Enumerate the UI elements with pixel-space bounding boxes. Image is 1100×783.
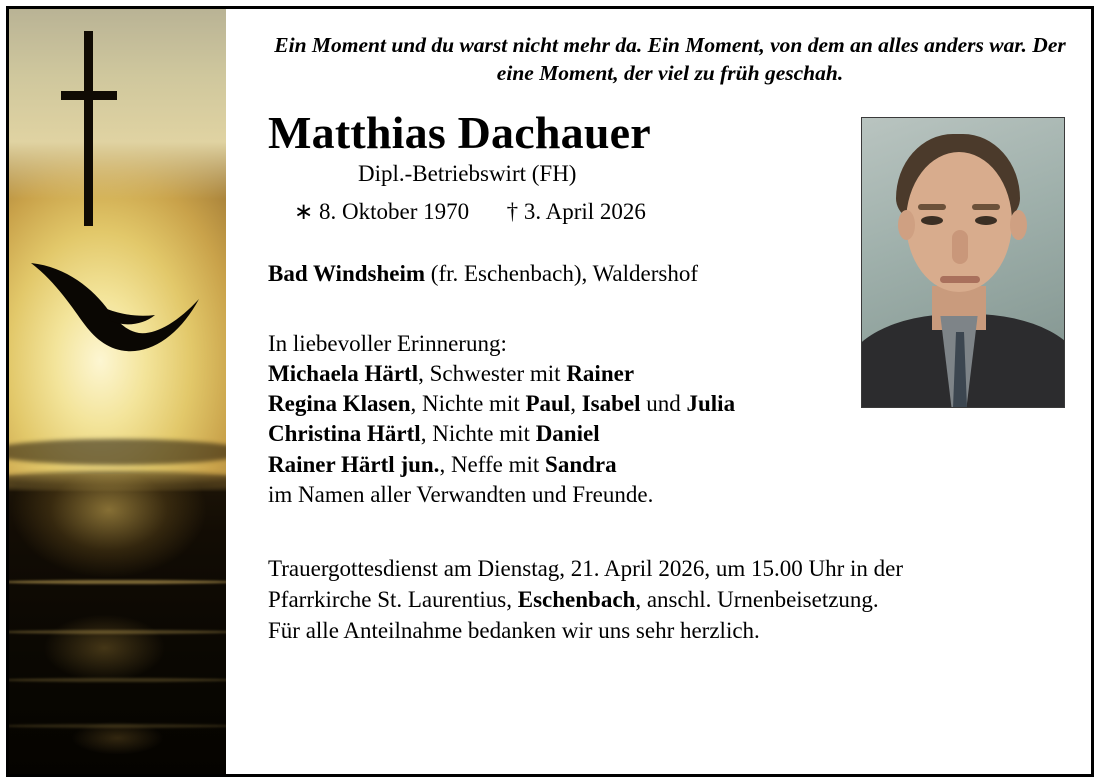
mourner-relation: , Nichte mit	[410, 391, 526, 417]
mourner-name: Regina Klasen	[268, 391, 411, 417]
portrait-photo	[861, 117, 1065, 408]
service-line-3: Für alle Anteilnahme bedanken wir uns sehr herzlich.	[268, 618, 760, 644]
wave-line	[9, 678, 226, 682]
sea-reflection	[9, 474, 226, 774]
wave-line	[9, 580, 226, 584]
mourner-relation: , Neffe mit	[439, 451, 546, 477]
mourner-partner: Daniel	[535, 421, 600, 447]
list-item	[268, 419, 1088, 449]
service-details	[240, 553, 1088, 647]
seagull-icon	[27, 219, 207, 369]
cloud-band-icon	[9, 439, 226, 465]
service-line-1: Trauergottesdienst am Dienstag, 21. April 2026, um 15.00 Uhr in der	[268, 555, 903, 581]
wave-line	[9, 630, 226, 634]
memorial-image	[9, 9, 226, 774]
mourner-name: Christina Härtl	[268, 421, 421, 447]
mourner-name: Rainer Härtl jun.	[268, 451, 440, 477]
service-church: Pfarrkirche St. Laurentius,	[268, 586, 518, 612]
wave-line	[9, 724, 226, 728]
mourner-partner: Julia	[686, 391, 736, 417]
service-location: Eschenbach	[517, 586, 636, 612]
mourner-relation: , Nichte mit	[420, 421, 536, 447]
mourner-partner: Paul	[525, 391, 571, 417]
mourner-separator: ,	[570, 391, 582, 417]
list-item	[268, 450, 1088, 480]
death-symbol: †	[506, 198, 519, 224]
motto-text: Ein Moment und du warst nicht mehr da. Ein Moment, von dem an alles anders war. Der eine Moment, der viel zu früh geschah.	[274, 33, 1066, 86]
place-secondary: (fr. Eschenbach), Waldershof	[430, 260, 699, 286]
mourner-separator: und	[640, 391, 687, 417]
sky-haze	[9, 9, 226, 199]
mourners-closing: im Namen aller Verwandten und Freunde.	[268, 482, 654, 508]
mourner-relation: , Schwester mit	[418, 360, 567, 386]
mourner-partner: Isabel	[581, 391, 641, 417]
place-primary: Bad Windsheim	[268, 260, 426, 286]
obituary-text-area	[240, 9, 1088, 774]
mourner-partner: Sandra	[545, 451, 617, 477]
mourner-partner: Rainer	[566, 360, 635, 386]
birth-date: 8. Oktober 1970	[319, 198, 470, 224]
death-date: 3. April 2026	[523, 198, 646, 224]
memory-heading: In liebevoller Erinnerung:	[268, 330, 507, 356]
birth-symbol: ∗	[294, 198, 314, 224]
profession-title: Dipl.-Betriebswirt (FH)	[358, 160, 577, 186]
deceased-name: Matthias Dachauer	[268, 106, 651, 158]
service-line-2	[268, 584, 1088, 615]
service-burial-note: , anschl. Urnenbeisetzung.	[635, 586, 879, 612]
mourner-name: Michaela Härtl	[268, 360, 419, 386]
